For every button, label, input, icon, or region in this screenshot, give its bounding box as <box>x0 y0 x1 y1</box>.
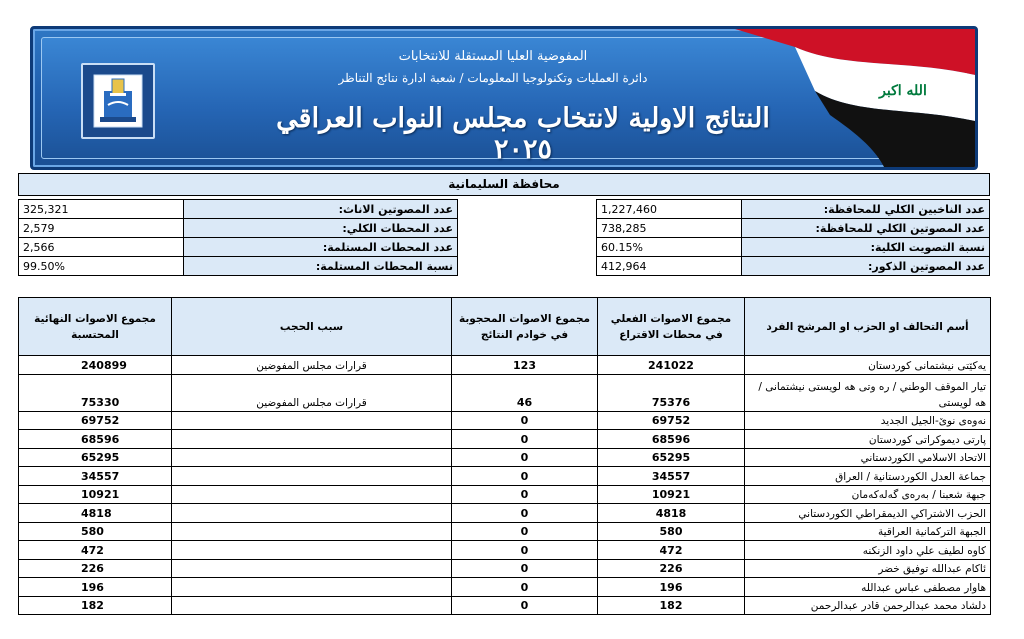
table-row <box>19 485 991 504</box>
cell-final-votes: 65295 <box>19 448 172 467</box>
cell-withheld-votes: 0 <box>452 596 598 615</box>
table-row <box>19 522 991 541</box>
cell-reason: قرارات مجلس المفوضين <box>172 374 452 411</box>
province-name: محافظة السليمانية <box>18 173 990 196</box>
summary-row <box>597 257 990 276</box>
cell-reason <box>172 578 452 597</box>
org-name-line2: دائرة العمليات وتكنولوجيا المعلومات / شعبة ادارة نتائج التناظر <box>338 71 648 85</box>
column-header-reason: سبب الحجب <box>172 298 452 356</box>
summary-label: نسبة المحطات المستلمة: <box>184 257 458 276</box>
table-row <box>19 596 991 615</box>
cell-withheld-votes: 0 <box>452 522 598 541</box>
column-header-actual-votes: مجموع الاصوات الفعلي في محطات الاقتراع <box>598 298 745 356</box>
header-banner <box>30 26 978 170</box>
summary-table-right <box>596 199 990 276</box>
results-table <box>18 297 991 615</box>
cell-final-votes: 196 <box>19 578 172 597</box>
column-header-final-votes: مجموع الاصوات النهائية المحتسبة <box>19 298 172 356</box>
cell-actual-votes: 68596 <box>598 430 745 449</box>
summary-row <box>19 219 458 238</box>
cell-reason: قرارات مجلس المفوضين <box>172 356 452 375</box>
summary-value: 2,579 <box>19 219 184 238</box>
summary-row <box>19 200 458 219</box>
table-row <box>19 504 991 523</box>
cell-final-votes: 69752 <box>19 411 172 430</box>
cell-final-votes: 68596 <box>19 430 172 449</box>
summary-table-left <box>18 199 458 276</box>
table-row <box>19 430 991 449</box>
summary-label: عدد المصوتين الكلي للمحافظة: <box>742 219 990 238</box>
summary-label: عدد المحطات الكلي: <box>184 219 458 238</box>
cell-actual-votes: 226 <box>598 559 745 578</box>
cell-name: دلشاد محمد عبدالرحمن قادر عبدالرحمن <box>745 596 991 615</box>
cell-actual-votes: 10921 <box>598 485 745 504</box>
cell-reason <box>172 411 452 430</box>
org-name-line1: المفوضية العليا المستقلة للانتخابات <box>398 49 588 64</box>
summary-row <box>597 219 990 238</box>
cell-name: نەوەی نوێ-الجيل الجديد <box>745 411 991 430</box>
results-header-row <box>19 298 991 356</box>
cell-actual-votes: 75376 <box>598 374 745 411</box>
cell-withheld-votes: 0 <box>452 430 598 449</box>
cell-withheld-votes: 0 <box>452 504 598 523</box>
cell-name: الاتحاد الاسلامي الكوردستاني <box>745 448 991 467</box>
cell-name: پارتی دیموکراتی کوردستان <box>745 430 991 449</box>
cell-withheld-votes: 0 <box>452 559 598 578</box>
cell-reason <box>172 467 452 486</box>
cell-name: الجبهة التركمانية العراقية <box>745 522 991 541</box>
cell-final-votes: 10921 <box>19 485 172 504</box>
summary-label: عدد المحطات المستلمة: <box>184 238 458 257</box>
cell-final-votes: 240899 <box>19 356 172 375</box>
cell-actual-votes: 196 <box>598 578 745 597</box>
table-row <box>19 374 991 411</box>
summary-value: 738,285 <box>597 219 742 238</box>
cell-final-votes: 472 <box>19 541 172 560</box>
summary-row <box>597 238 990 257</box>
table-row <box>19 356 991 375</box>
summary-value: 1,227,460 <box>597 200 742 219</box>
summary-label: عدد المصوتين الذكور: <box>742 257 990 276</box>
cell-final-votes: 580 <box>19 522 172 541</box>
table-row <box>19 559 991 578</box>
cell-actual-votes: 65295 <box>598 448 745 467</box>
cell-name: تيار الموقف الوطني / ره وتى هه لويستى نيشتمانى / هه لويستى <box>745 374 991 411</box>
cell-withheld-votes: 0 <box>452 541 598 560</box>
page-title: النتائج الاولية لانتخاب مجلس النواب العراقي ٢٠٢٥ <box>276 103 770 165</box>
table-row <box>19 541 991 560</box>
summary-label: نسبة التصويت الكلية: <box>742 238 990 257</box>
cell-actual-votes: 4818 <box>598 504 745 523</box>
cell-final-votes: 75330 <box>19 374 172 411</box>
summary-label: عدد المصوتين الاناث: <box>184 200 458 219</box>
cell-name: جماعة العدل الكوردستانية / العراق <box>745 467 991 486</box>
cell-withheld-votes: 0 <box>452 448 598 467</box>
table-row <box>19 448 991 467</box>
cell-withheld-votes: 0 <box>452 485 598 504</box>
summary-value: 60.15% <box>597 238 742 257</box>
cell-final-votes: 182 <box>19 596 172 615</box>
summary-value: 325,321 <box>19 200 184 219</box>
cell-withheld-votes: 0 <box>452 411 598 430</box>
summary-value: 99.50% <box>19 257 184 276</box>
summary-row <box>19 238 458 257</box>
cell-reason <box>172 596 452 615</box>
table-row <box>19 578 991 597</box>
summary-row <box>597 200 990 219</box>
cell-actual-votes: 69752 <box>598 411 745 430</box>
cell-actual-votes: 241022 <box>598 356 745 375</box>
table-row <box>19 467 991 486</box>
cell-reason <box>172 504 452 523</box>
cell-name: ئاكام عبدالله توفيق خضر <box>745 559 991 578</box>
column-header-name: أسم التحالف او الحزب او المرشح الفرد <box>745 298 991 356</box>
cell-reason <box>172 559 452 578</box>
summary-value: 2,566 <box>19 238 184 257</box>
cell-name: جبهة شعبنا / بەرەی گەلەکەمان <box>745 485 991 504</box>
summary-value: 412,964 <box>597 257 742 276</box>
table-row <box>19 411 991 430</box>
svg-text:الله اكبر: الله اكبر <box>879 83 927 99</box>
cell-reason <box>172 448 452 467</box>
column-header-withheld-votes: مجموع الاصوات المحجوبة في خوادم النتائج <box>452 298 598 356</box>
cell-name: كاوه لطيف علي داود الزنكنه <box>745 541 991 560</box>
cell-withheld-votes: 0 <box>452 578 598 597</box>
cell-actual-votes: 472 <box>598 541 745 560</box>
cell-name: الحزب الاشتراكي الديمقراطي الكوردستاني <box>745 504 991 523</box>
cell-reason <box>172 522 452 541</box>
cell-actual-votes: 182 <box>598 596 745 615</box>
summary-row <box>19 257 458 276</box>
cell-final-votes: 34557 <box>19 467 172 486</box>
cell-withheld-votes: 0 <box>452 467 598 486</box>
ihec-logo-icon <box>81 63 155 139</box>
cell-final-votes: 4818 <box>19 504 172 523</box>
cell-name: يەکێتی نیشتمانی کوردستان <box>745 356 991 375</box>
cell-final-votes: 226 <box>19 559 172 578</box>
summary-label: عدد الناخبين الكلي للمحافظة: <box>742 200 990 219</box>
iraq-flag-icon <box>735 29 975 169</box>
cell-name: هاوار مصطفى عباس عبدالله <box>745 578 991 597</box>
cell-reason <box>172 485 452 504</box>
cell-withheld-votes: 123 <box>452 356 598 375</box>
cell-actual-votes: 34557 <box>598 467 745 486</box>
cell-actual-votes: 580 <box>598 522 745 541</box>
cell-reason <box>172 541 452 560</box>
cell-reason <box>172 430 452 449</box>
cell-withheld-votes: 46 <box>452 374 598 411</box>
